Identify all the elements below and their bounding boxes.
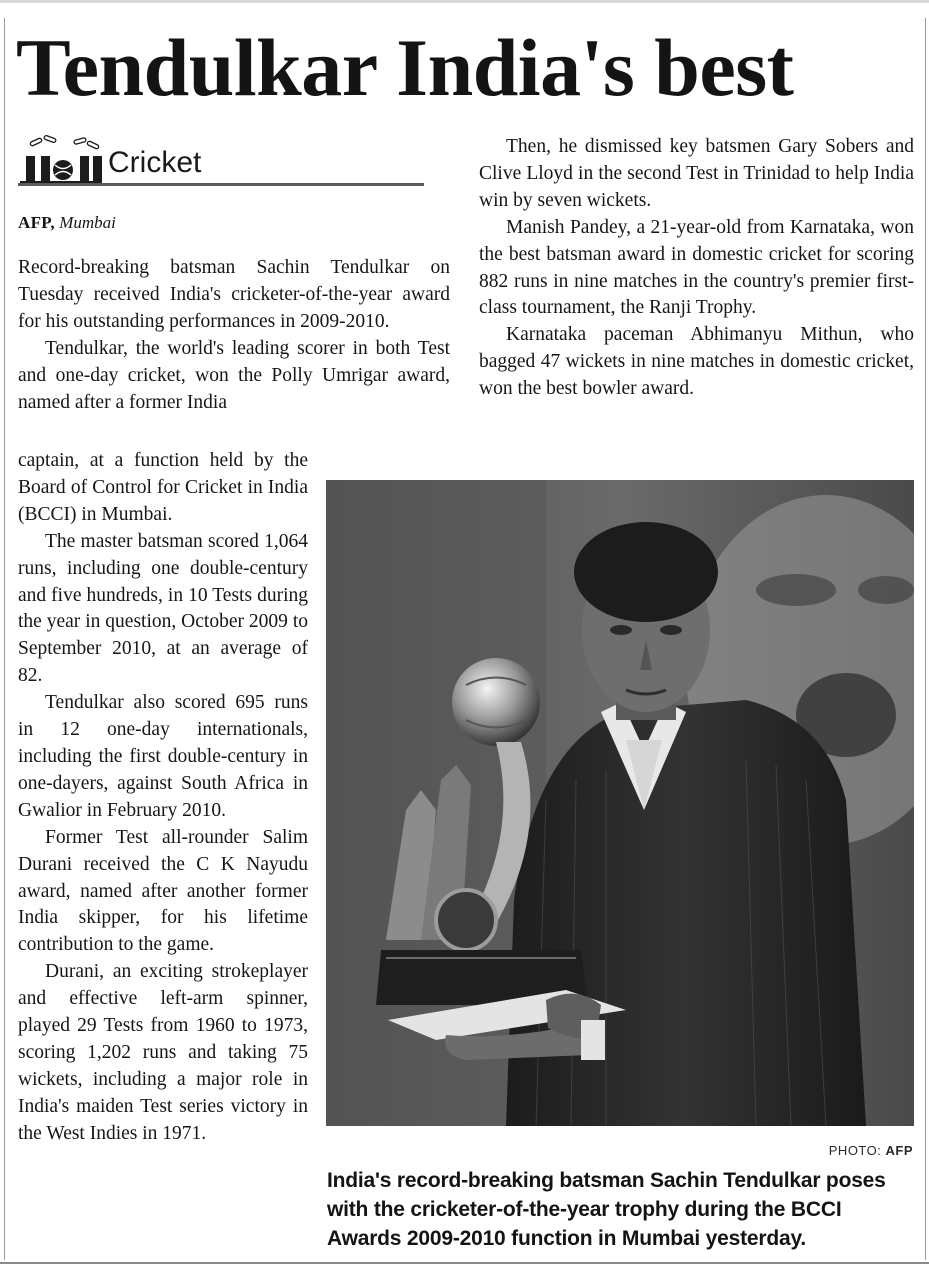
article-column-left-bottom	[18, 448, 308, 1148]
headline: Tendulkar India's best	[16, 22, 794, 113]
byline-city: Mumbai	[59, 213, 116, 232]
right-border	[925, 18, 926, 1260]
article-paragraph: The master batsman scored 1,064 runs, including one double-century and five hundreds, in 10 Tests during the year in question, October 2009 to September 2010, at an average of 82.	[18, 530, 308, 687]
cricket-wicket-icon	[18, 134, 104, 184]
article-column-left-top	[18, 255, 450, 416]
photo-caption: India's record-breaking batsman Sachin Tendulkar poses with the cricketer-of-the-year trophy during the BCCI Awards 2009-2010 function in Mumbai yesterday.	[327, 1169, 886, 1250]
article-paragraph: Manish Pandey, a 21-year-old from Karnataka, won the best batsman award in domestic cricket for scoring 882 runs in nine matches in the country's premier first-class tournament, the Ranji Trophy.	[479, 216, 914, 319]
photo-credit-source: AFP	[885, 1143, 913, 1158]
article-paragraph: Tendulkar, the world's leading scorer in both Test and one-day cricket, won the Polly Umrigar award, named after a former India	[18, 337, 450, 413]
left-border	[4, 18, 5, 1260]
section-tag	[18, 134, 424, 186]
article-paragraph: Former Test all-rounder Salim Durani received the C K Nayudu award, named after another former India skipper, for his lifetime contribution to the game.	[18, 826, 308, 956]
top-border	[0, 0, 929, 3]
article-paragraph: Record-breaking batsman Sachin Tendulkar on Tuesday received India's cricketer-of-the-year award for his outstanding performances in 2009-2010.	[18, 257, 450, 332]
article-paragraph: Then, he dismissed key batsmen Gary Sobers and Clive Lloyd in the second Test in Trinidad to help India win by seven wickets.	[479, 136, 914, 211]
bottom-border	[0, 1262, 929, 1264]
news-photo	[326, 480, 914, 1126]
byline-agency: AFP,	[18, 213, 55, 232]
photo-credit-prefix: PHOTO:	[828, 1143, 882, 1158]
article-paragraph: Tendulkar also scored 695 runs in 12 one-day internationals, including the first double-century in one-dayers, against South Africa in Gwalior in February 2010.	[18, 692, 308, 821]
photo-illustration	[326, 480, 914, 1126]
article-column-right	[479, 134, 914, 403]
article-paragraph: Karnataka paceman Abhimanyu Mithun, who bagged 47 wickets in nine matches in domestic cricket, won the best bowler award.	[479, 324, 914, 400]
photo-credit	[829, 1143, 913, 1158]
section-label: Cricket	[108, 146, 202, 179]
section-divider	[18, 183, 424, 186]
article-paragraph: Durani, an exciting strokeplayer and effective left-arm spinner, played 29 Tests from 1960 to 1973, scoring 1,202 runs and taking 75 wickets, including a major role in India's maiden Test series victory in the West Indies in 1971.	[18, 961, 308, 1144]
byline	[18, 212, 116, 234]
article-paragraph: captain, at a function held by the Board of Control for Cricket in India (BCCI) in Mumbai.	[18, 450, 308, 525]
